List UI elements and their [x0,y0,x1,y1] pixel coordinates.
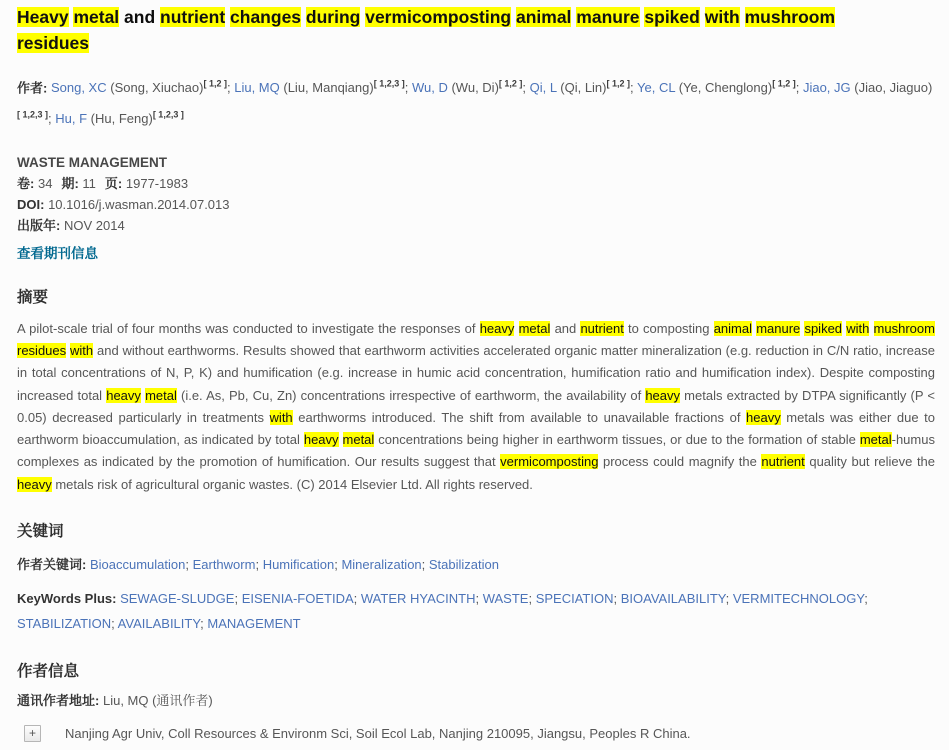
highlighted-term: nutrient [761,454,805,470]
author-link[interactable]: Hu, F [55,110,88,126]
author-link[interactable]: Qi, L [529,80,557,96]
author-affiliation-sup: [ 1,2 ] [203,79,227,89]
author-fullname: (Song, Xiuchao) [110,80,204,96]
keyword-entry [17,616,118,631]
highlighted-term: metal [73,7,120,27]
author-fullname: (Hu, Feng) [90,110,153,126]
keyword-separator: ; [234,591,242,607]
address-text: Nanjing Agr Univ, Coll Resources & Environm Sci, Soil Ecol Lab, Nanjing 210095, Jiangsu, Peoples R China. [65,726,691,742]
author-affiliation-sup: [ 1,2,3 ] [373,79,405,89]
keywords-plus-link[interactable]: STABILIZATION [17,616,112,632]
keyword-entry [263,557,342,572]
highlighted-term: mushroom [873,320,935,336]
keyword-entry [118,616,208,631]
highlighted-term: vermicomposting [500,454,599,470]
keyword-separator: ; [255,557,263,573]
keyword-entry [193,557,263,572]
highlighted-term: heavy [479,320,515,336]
author-separator: ; [630,80,638,96]
keyword-entry [361,591,483,606]
highlighted-term: mushroom [744,7,836,27]
highlighted-term: heavy [17,476,52,492]
keywords-plus-link[interactable]: SPECIATION [535,591,614,607]
keyword-separator: ; [613,591,621,607]
highlighted-term: residues [17,342,67,358]
highlighted-term: animal [515,7,572,27]
corresponding-address-label: 通讯作者地址: [17,693,100,709]
authors-line [17,71,935,132]
author-entry [530,80,637,95]
keyword-entry [120,591,242,606]
author-separator: ; [227,80,235,96]
highlighted-term: Heavy [17,7,69,27]
abstract-text: A pilot-scale trial of four months was conducted to investigate the responses of heavy metal and nutrient to composting animal manure spiked with mushroom residues with and without earthworms. Results showed that earthworm activities accelerated organic matter mineralization (e.g. reduction in C/N ratio, increase in total concentrations of N, P, K) and humification (e.g. increase in humic acid concentration, humification ratio and humification index). Despite composting increased total heavy metal (i.e. As, Pb, Cu, Zn) concentrations irrespective of earthworm, the availability of heavy metals extracted by DTPA significantly (P < 0.05) decreased particularly in treatments with earthworms introduced. The shift from available to unavailable fractions of heavy metals was either due to earthworm bioaccumulation, as indicated by total heavy metal concentrations being higher in earthworm tissues, or due to the formation of stable metal-humus complexes as indicated by the promotion of humification. Our results suggest that vermicomposting process could magnify the nutrient quality but relieve the heavy metals risk of agricultural organic wastes. (C) 2014 Elsevier Ltd. All rights reserved. [17,320,936,492]
author-affiliation-sup: [ 1,2 ] [498,79,523,89]
keywords-plus-label: KeyWords Plus: [17,591,117,607]
keywords-plus-link[interactable]: VERMITECHNOLOGY [732,591,865,607]
keyword-entry [90,557,193,572]
keywords-plus-link[interactable]: MANAGEMENT [207,616,301,632]
keywords-plus-line [17,586,935,636]
author-affiliation-sup: [ 1,2 ] [772,79,796,89]
doi-label: DOI: [17,196,45,212]
author-entry [234,80,412,95]
highlighted-term: heavy [106,387,141,403]
highlighted-term: metal [145,387,177,403]
author-link[interactable]: Song, XC [50,80,107,96]
highlighted-term: animal [713,320,752,336]
keyword-entry [429,557,499,572]
highlighted-term: residues [17,33,89,53]
journal-name: WASTE MANAGEMENT [17,154,167,170]
highlighted-term: nutrient [160,7,226,27]
authors-label: 作者: [17,80,48,96]
highlighted-term: during [305,7,361,27]
pages-label: 页: [104,175,123,191]
author-info-header: 作者信息 [17,663,80,681]
address-row [17,725,935,742]
expand-address-button[interactable]: + [24,725,41,742]
keyword-separator: ; [421,557,429,573]
highlighted-term: metal [518,320,551,336]
author-keywords-label: 作者关键词: [17,557,87,573]
keyword-entry [621,591,733,606]
highlighted-term: heavy [303,432,339,448]
author-link[interactable]: Ye, CL [637,80,676,96]
author-keyword-link[interactable]: Stabilization [428,557,499,573]
highlighted-term: with [269,409,293,425]
keyword-entry [733,591,868,606]
author-keyword-link[interactable]: Mineralization [341,557,422,573]
author-fullname: (Qi, Lin) [560,80,607,96]
keywords-header: 关键词 [17,523,64,541]
keyword-entry [536,591,621,606]
corresponding-address-line [17,692,935,709]
keyword-separator: ; [475,591,483,607]
volume-label: 卷: [17,175,35,191]
pubyear-value: NOV 2014 [63,217,125,233]
author-entry [55,111,184,126]
volume-value: 34 [37,175,53,191]
author-fullname: (Ye, Chenglong) [678,80,773,96]
author-affiliation-sup: [ 1,2 ] [606,79,631,89]
author-separator: ; [795,80,803,96]
highlighted-term: vermicomposting [365,7,512,27]
corresponding-author-value: Liu, MQ (通讯作者) [102,693,213,709]
doi-value: 10.1016/j.wasman.2014.07.013 [48,196,230,212]
keywords-plus-link[interactable]: BIOAVAILABILITY [620,591,726,607]
author-keyword-link[interactable]: Bioaccumulation [89,557,186,573]
abstract-header: 摘要 [17,288,49,306]
view-journal-info-link[interactable]: 查看期刊信息 [17,245,98,261]
issue-value: 11 [82,175,96,191]
highlighted-term: manure [756,320,801,336]
keywords-plus-link[interactable]: WATER HYACINTH [360,591,476,607]
keywords-plus-link[interactable]: SEWAGE-SLUDGE [120,591,235,607]
keyword-entry [341,557,428,572]
author-separator: ; [48,110,56,126]
keyword-entry [207,616,300,631]
pubyear-line [17,219,935,233]
highlighted-term: spiked [804,320,843,336]
highlighted-term: spiked [644,7,700,27]
keyword-separator: ; [864,591,868,607]
author-fullname: (Jiao, Jiaguo) [854,80,933,96]
author-keyword-link[interactable]: Humification [262,557,335,573]
author-entry [637,80,803,95]
keyword-entry [242,591,361,606]
author-entry [412,80,530,95]
highlighted-term: with [846,320,870,336]
volume-issue-pages-line [17,177,935,191]
keywords-plus-link[interactable]: AVAILABILITY [117,616,201,632]
keyword-separator: ; [200,616,208,632]
doi-line [17,198,935,212]
author-affiliation-sup: [ 1,2,3 ] [17,109,49,120]
author-keyword-link[interactable]: Earthworm [192,557,256,573]
keyword-separator: ; [353,591,361,607]
keywords-plus-link[interactable]: WASTE [482,591,529,607]
highlighted-term: with [70,342,94,358]
author-separator: ; [404,80,412,96]
author-keywords-line [17,552,935,577]
author-separator: ; [522,80,530,96]
issue-label: 期: [61,175,79,191]
highlighted-term: nutrient [580,320,624,336]
article-title: Heavy metal and nutrient changes during vermicomposting animal manure spiked with mushroom residues [17,7,836,53]
highlighted-term: with [704,7,740,27]
highlighted-term: metal [859,432,892,448]
keyword-separator: ; [334,557,342,573]
author-fullname: (Liu, Manqiang) [283,80,374,96]
keyword-separator: ; [111,616,118,632]
author-affiliation-sup: [ 1,2,3 ] [152,109,184,120]
keyword-separator: ; [725,591,733,607]
highlighted-term: metal [342,432,375,448]
keyword-separator: ; [185,557,193,573]
author-entry [51,80,234,95]
highlighted-term: heavy [645,387,681,403]
pubyear-label: 出版年: [17,217,61,233]
author-fullname: (Wu, Di) [451,80,499,96]
keyword-separator: ; [528,591,536,607]
highlighted-term: heavy [746,409,781,425]
author-link[interactable]: Jiao, JG [802,80,851,96]
highlighted-term: manure [576,7,640,27]
author-link[interactable]: Liu, MQ [234,80,280,96]
keyword-entry [483,591,536,606]
highlighted-term: changes [230,7,302,27]
author-link[interactable]: Wu, D [411,80,448,96]
pages-value: 1977-1983 [125,175,189,191]
keywords-plus-link[interactable]: EISENIA-FOETIDA [241,591,354,607]
